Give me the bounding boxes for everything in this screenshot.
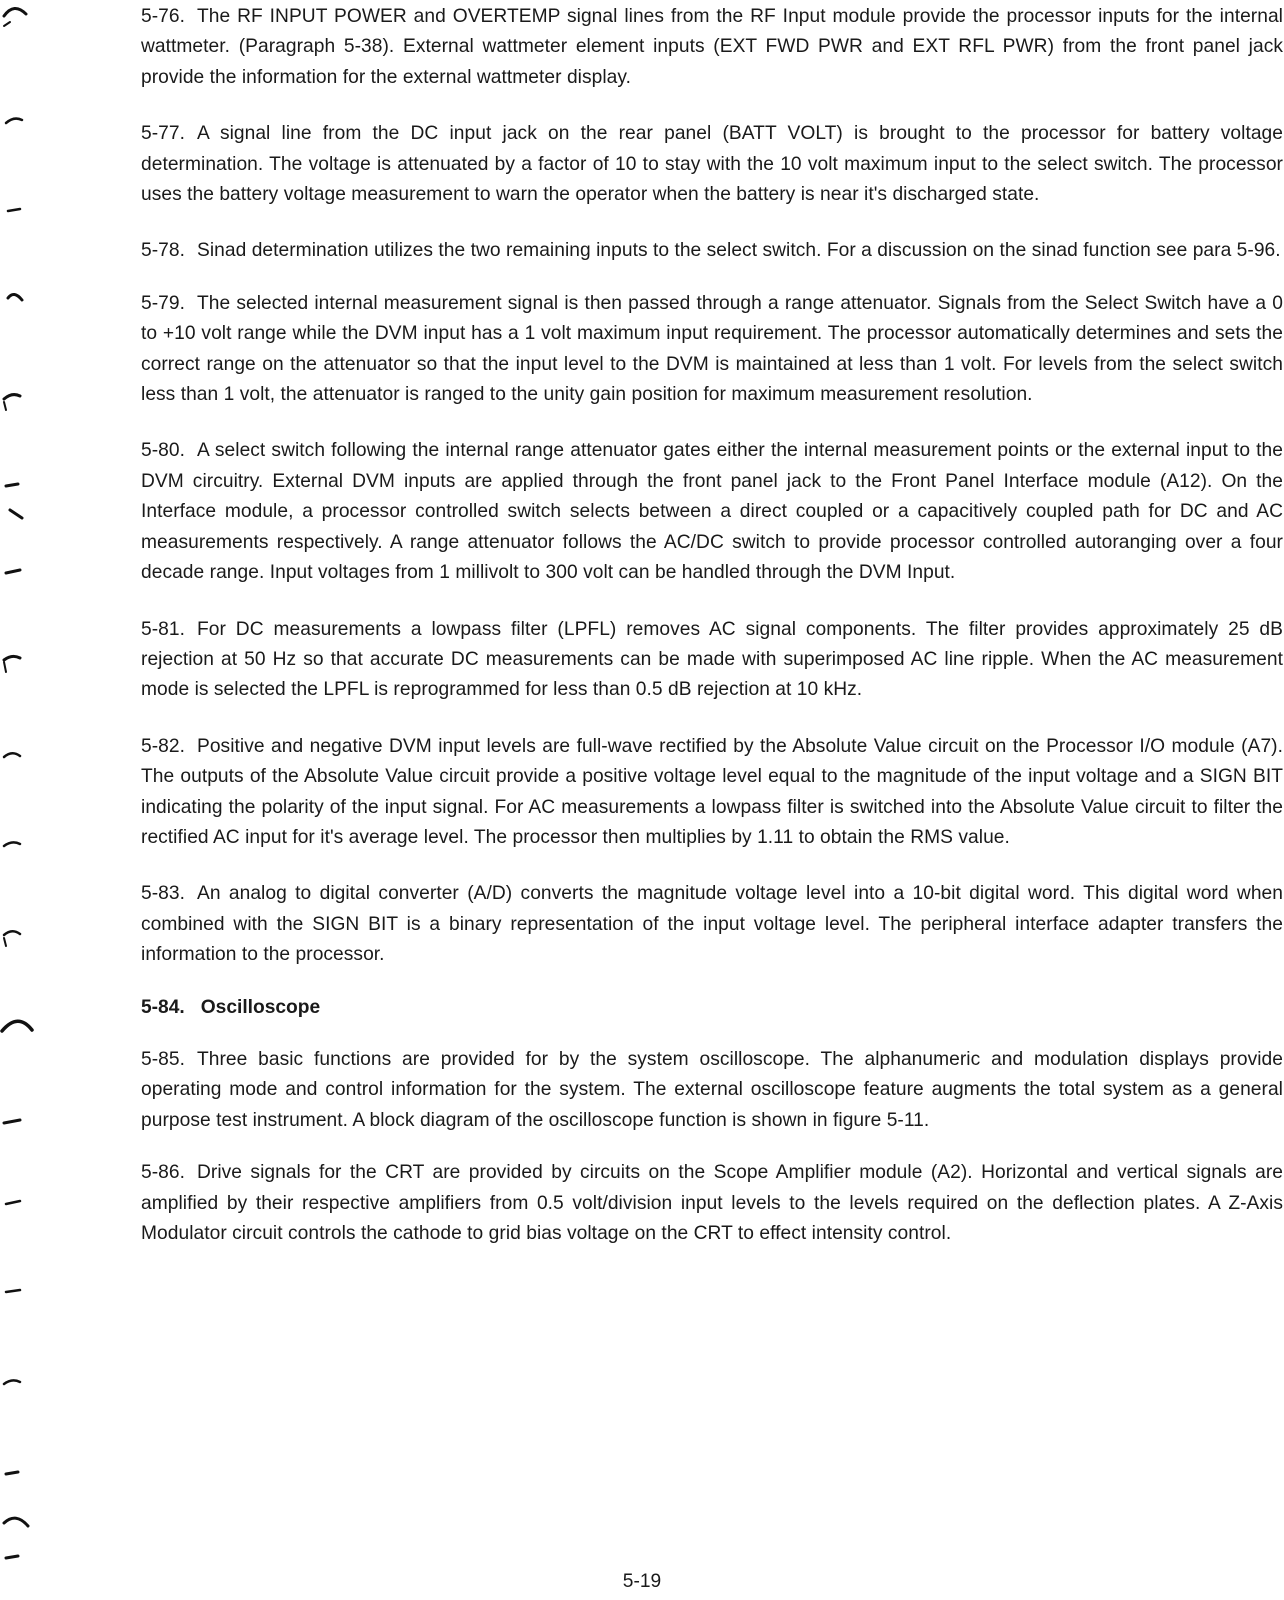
- paragraph-text: An analog to digital converter (A/D) converts the magnitude voltage level into a 10-bit digital word. This digital word when combined with the SIGN BIT is a binary representation of the input voltage level. The peripheral interface adapter transfers the information to the processor.: [141, 883, 1283, 966]
- paragraph-text: The RF INPUT POWER and OVERTEMP signal lines from the RF Input module provide the processor inputs for the internal wattmeter. (Paragraph 5-38). External wattmeter element inputs (EXT FWD PWR and EXT RFL PWR) from the front panel jack provide the information for the external wattmeter display.: [141, 6, 1283, 88]
- paragraph-text: Three basic functions are provided for by the system oscilloscope. The alphanumeric and modulation displays provide operating mode and control information for the system. The external oscilloscope feature augments the total system as a general purpose test instrument. A block diagram of the oscilloscope function is shown in figure 5-11.: [141, 1048, 1283, 1131]
- paragraph-text: The selected internal measurement signal is then passed through a range attenuator. Signals from the Select Switch have a 0 to +10 volt range while the DVM input has a 1 volt maximum input requirement. The processor automatically determines and sets the correct range on the attenuator so that the input level to the DVM is maintained at less than 1 volt. For levels from the select switch less than 1 volt, the attenuator is ranged to the unity gain position for maximum measurement resolution.: [141, 292, 1283, 406]
- paragraph-5-82: [141, 732, 1283, 854]
- paragraph-5-86: [141, 1158, 1283, 1249]
- paragraph-5-77: [141, 119, 1283, 210]
- paragraph-5-83: [141, 879, 1283, 970]
- page-number: 5-19: [622, 1571, 662, 1592]
- paragraph-number: 5-80.: [141, 440, 185, 462]
- paragraph-text: Drive signals for the CRT are provided by circuits on the Scope Amplifier module (A2). Horizontal and vertical signals are amplified by their respective amplifiers from 0.5 volt/division input levels to the levels required on the deflection plates. A Z-Axis Modulator circuit controls the cathode to grid bias voltage on the CRT to effect intensity control.: [141, 1162, 1283, 1244]
- paragraph-text: Positive and negative DVM input levels are full-wave rectified by the Absolute Value circuit on the Processor I/O module (A7). The outputs of the Absolute Value circuit provide a positive voltage level equal to the magnitude of the input voltage and a SIGN BIT indicating the polarity of the input signal. For AC measurements a lowpass filter is switched into the Absolute Value circuit to filter the rectified AC input for it's average level. The processor then multiplies by 1.11 to obtain the RMS value.: [141, 735, 1283, 848]
- paragraph-number: 5-79.: [141, 292, 185, 314]
- paragraph-5-78: [141, 236, 1283, 266]
- paragraph-5-85: [141, 1045, 1283, 1136]
- paragraph-5-80: [141, 436, 1283, 588]
- paragraph-5-76: [141, 2, 1283, 93]
- paragraph-5-81: [141, 615, 1283, 706]
- paragraph-number: 5-76.: [141, 6, 185, 27]
- paragraph-text: A select switch following the internal range attenuator gates either the internal measurement points or the external input to the DVM circuitry. External DVM inputs are applied through the front panel jack to the Front Panel Interface module (A12). On the Interface module, a processor controlled switch selects between a direct coupled or a capacitively coupled path for DC and AC measurements respectively. A range attenuator follows the AC/DC switch to provide processor controlled autoranging over a four decade range. Input voltages from 1 millivolt to 300 volt can be handled through the DVM Input.: [141, 440, 1283, 584]
- paragraph-number: 5-82.: [141, 735, 185, 757]
- paragraph-text: For DC measurements a lowpass filter (LPFL) removes AC signal components. The filter provides approximately 25 dB rejection at 50 Hz so that accurate DC measurements can be made with superimposed AC line ripple. When the AC measurement mode is selected the LPFL is reprogrammed for less than 0.5 dB rejection at 10 kHz.: [141, 618, 1283, 701]
- paragraph-number: 5-85.: [141, 1048, 185, 1070]
- section-heading-oscilloscope: 5-84. Oscilloscope: [141, 996, 321, 1018]
- paragraph-number: 5-86.: [141, 1162, 185, 1184]
- paragraph-5-79: [141, 289, 1283, 411]
- paragraph-text: A signal line from the DC input jack on the rear panel (BATT VOLT) is brought to the processor for battery voltage determination. The voltage is attenuated by a factor of 10 to stay with the 10 volt maximum input to the select switch. The processor uses the battery voltage measurement to warn the operator when the battery is near it's discharged state.: [141, 123, 1283, 206]
- paragraph-number: 5-81.: [141, 618, 185, 640]
- paragraph-number: 5-78.: [141, 240, 185, 262]
- paragraph-number: 5-77.: [141, 123, 185, 145]
- document-body: [141, 2, 1283, 1249]
- margin-binding-marks: [0, 0, 40, 1600]
- paragraph-text: Sinad determination utilizes the two remaining inputs to the select switch. For a discussion on the sinad function see para 5-96.: [196, 240, 1281, 262]
- paragraph-number: 5-83.: [141, 883, 185, 905]
